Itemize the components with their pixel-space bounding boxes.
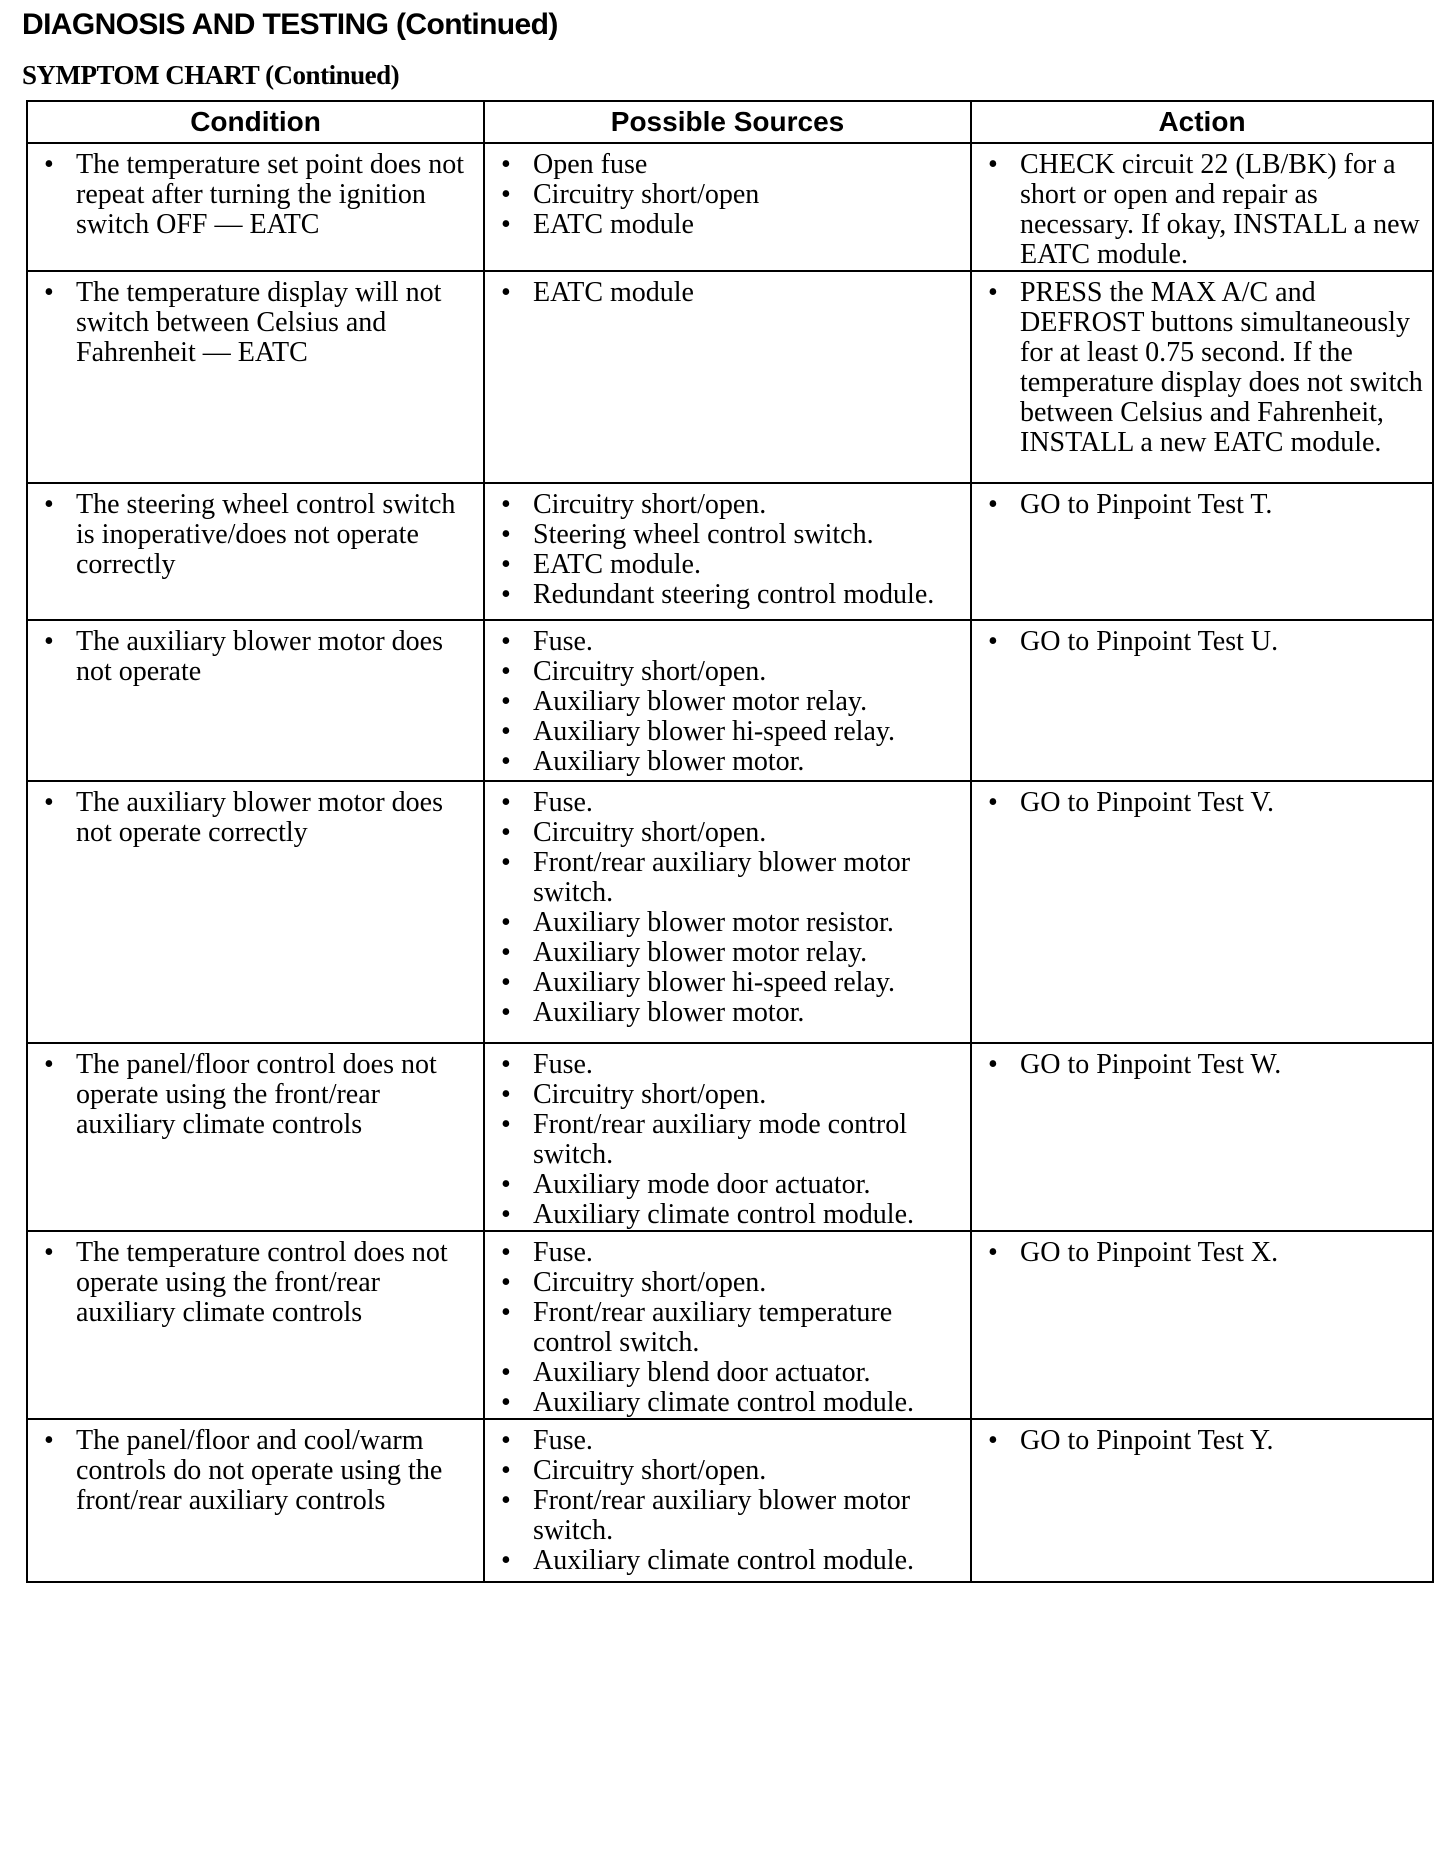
action-cell-list xyxy=(972,1044,1432,1080)
action-cell xyxy=(971,1043,1433,1231)
bullet-item: • The steering wheel control switch is inoperative/does not operate correctly xyxy=(34,490,477,580)
sources-cell xyxy=(484,1231,971,1419)
condition-cell-list xyxy=(28,782,483,848)
condition-cell-list xyxy=(28,144,483,240)
action-cell xyxy=(971,143,1433,271)
action-cell-list xyxy=(972,782,1432,818)
bullet-item: • Front/rear auxiliary blower motor switch. xyxy=(491,1486,964,1546)
bullet-item: • Circuitry short/open. xyxy=(491,1456,964,1486)
table-row xyxy=(27,1231,1433,1419)
action-cell-list xyxy=(972,272,1432,458)
bullet-item: • GO to Pinpoint Test T. xyxy=(978,490,1426,520)
column-header-action: Action xyxy=(971,101,1433,143)
condition-cell xyxy=(27,1231,484,1419)
bullet-item: • Circuitry short/open. xyxy=(491,657,964,687)
sources-cell xyxy=(484,143,971,271)
sources-cell xyxy=(484,781,971,1043)
bullet-item: • Auxiliary blower motor relay. xyxy=(491,687,964,717)
bullet-item: • The temperature control does not operate using the front/rear auxiliary climate controls xyxy=(34,1238,477,1328)
section-title: SYMPTOM CHART (Continued) xyxy=(22,60,400,90)
sources-cell-list xyxy=(485,621,970,777)
bullet-item: • Auxiliary blend door actuator. xyxy=(491,1358,964,1388)
sources-cell-list xyxy=(485,1232,970,1418)
table-row xyxy=(27,271,1433,483)
bullet-item: • CHECK circuit 22 (LB/BK) for a short or open and repair as necessary. If okay, INSTALL a new EATC module. xyxy=(978,150,1426,270)
page-title: DIAGNOSIS AND TESTING (Continued) xyxy=(22,8,558,41)
sources-cell xyxy=(484,483,971,620)
sources-cell-list xyxy=(485,144,970,240)
bullet-item: • Auxiliary climate control module. xyxy=(491,1388,964,1418)
bullet-item: • Auxiliary blower hi-speed relay. xyxy=(491,717,964,747)
bullet-item: • Circuitry short/open. xyxy=(491,818,964,848)
table-row xyxy=(27,781,1433,1043)
action-cell-list xyxy=(972,1420,1432,1456)
bullet-item: • GO to Pinpoint Test X. xyxy=(978,1238,1426,1268)
action-cell xyxy=(971,271,1433,483)
bullet-item: • Auxiliary blower motor resistor. xyxy=(491,908,964,938)
bullet-item: • Front/rear auxiliary temperature control switch. xyxy=(491,1298,964,1358)
bullet-item: • The auxiliary blower motor does not operate xyxy=(34,627,477,687)
action-cell xyxy=(971,620,1433,781)
condition-cell-list xyxy=(28,1232,483,1328)
bullet-item: • Circuitry short/open xyxy=(491,180,964,210)
bullet-item: • Front/rear auxiliary blower motor switch. xyxy=(491,848,964,908)
sources-cell-list xyxy=(485,1044,970,1230)
bullet-item: • Redundant steering control module. xyxy=(491,580,964,610)
condition-cell xyxy=(27,143,484,271)
bullet-item: • Circuitry short/open. xyxy=(491,490,964,520)
bullet-item: • Fuse. xyxy=(491,1050,964,1080)
action-cell xyxy=(971,1419,1433,1582)
action-cell-list xyxy=(972,621,1432,657)
bullet-item: • Auxiliary mode door actuator. xyxy=(491,1170,964,1200)
condition-cell xyxy=(27,271,484,483)
sources-cell xyxy=(484,1043,971,1231)
action-cell-list xyxy=(972,1232,1432,1268)
bullet-item: • EATC module xyxy=(491,210,964,240)
symptom-chart-table xyxy=(26,100,1434,1583)
bullet-item: • Circuitry short/open. xyxy=(491,1080,964,1110)
action-cell xyxy=(971,483,1433,620)
table-row xyxy=(27,1043,1433,1231)
sources-cell-list xyxy=(485,1420,970,1576)
bullet-item: • The panel/floor and cool/warm controls do not operate using the front/rear auxiliary controls xyxy=(34,1426,477,1516)
condition-cell xyxy=(27,483,484,620)
table-row xyxy=(27,483,1433,620)
condition-cell-list xyxy=(28,1044,483,1140)
bullet-item: • Auxiliary climate control module. xyxy=(491,1200,964,1230)
condition-cell xyxy=(27,1419,484,1582)
bullet-item: • GO to Pinpoint Test V. xyxy=(978,788,1426,818)
bullet-item: • The panel/floor control does not operate using the front/rear auxiliary climate controls xyxy=(34,1050,477,1140)
action-cell xyxy=(971,1231,1433,1419)
sources-cell xyxy=(484,1419,971,1582)
table-row xyxy=(27,620,1433,781)
bullet-item: • Auxiliary blower motor. xyxy=(491,998,964,1028)
sources-cell xyxy=(484,271,971,483)
bullet-item: • Fuse. xyxy=(491,1238,964,1268)
bullet-item: • Circuitry short/open. xyxy=(491,1268,964,1298)
bullet-item: • EATC module xyxy=(491,278,964,308)
table-header-row xyxy=(27,101,1433,143)
condition-cell xyxy=(27,1043,484,1231)
sources-cell xyxy=(484,620,971,781)
condition-cell-list xyxy=(28,484,483,580)
bullet-item: • The auxiliary blower motor does not operate correctly xyxy=(34,788,477,848)
action-cell-list xyxy=(972,144,1432,270)
action-cell xyxy=(971,781,1433,1043)
bullet-item: • The temperature display will not switch between Celsius and Fahrenheit — EATC xyxy=(34,278,477,368)
bullet-item: • Auxiliary blower hi-speed relay. xyxy=(491,968,964,998)
bullet-item: • Auxiliary blower motor. xyxy=(491,747,964,777)
bullet-item: • GO to Pinpoint Test W. xyxy=(978,1050,1426,1080)
bullet-item: • The temperature set point does not repeat after turning the ignition switch OFF — EATC xyxy=(34,150,477,240)
bullet-item: • EATC module. xyxy=(491,550,964,580)
sources-cell-list xyxy=(485,484,970,610)
condition-cell xyxy=(27,781,484,1043)
bullet-item: • GO to Pinpoint Test U. xyxy=(978,627,1426,657)
bullet-item: • GO to Pinpoint Test Y. xyxy=(978,1426,1426,1456)
bullet-item: • Steering wheel control switch. xyxy=(491,520,964,550)
bullet-item: • Front/rear auxiliary mode control switch. xyxy=(491,1110,964,1170)
condition-cell xyxy=(27,620,484,781)
condition-cell-list xyxy=(28,272,483,368)
action-cell-list xyxy=(972,484,1432,520)
bullet-item: • Open fuse xyxy=(491,150,964,180)
bullet-item: • Auxiliary blower motor relay. xyxy=(491,938,964,968)
condition-cell-list xyxy=(28,1420,483,1516)
bullet-item: • Fuse. xyxy=(491,627,964,657)
bullet-item: • PRESS the MAX A/C and DEFROST buttons simultaneously for at least 0.75 second. If the temperature display does not switch between Celsius and Fahrenheit, INSTALL a new EATC module. xyxy=(978,278,1426,458)
table-row xyxy=(27,1419,1433,1582)
bullet-item: • Fuse. xyxy=(491,1426,964,1456)
sources-cell-list xyxy=(485,272,970,308)
sources-cell-list xyxy=(485,782,970,1028)
column-header-possible-sources: Possible Sources xyxy=(484,101,971,143)
table-body xyxy=(27,143,1433,1582)
column-header-condition: Condition xyxy=(27,101,484,143)
bullet-item: • Fuse. xyxy=(491,788,964,818)
table-row xyxy=(27,143,1433,271)
condition-cell-list xyxy=(28,621,483,687)
bullet-item: • Auxiliary climate control module. xyxy=(491,1546,964,1576)
